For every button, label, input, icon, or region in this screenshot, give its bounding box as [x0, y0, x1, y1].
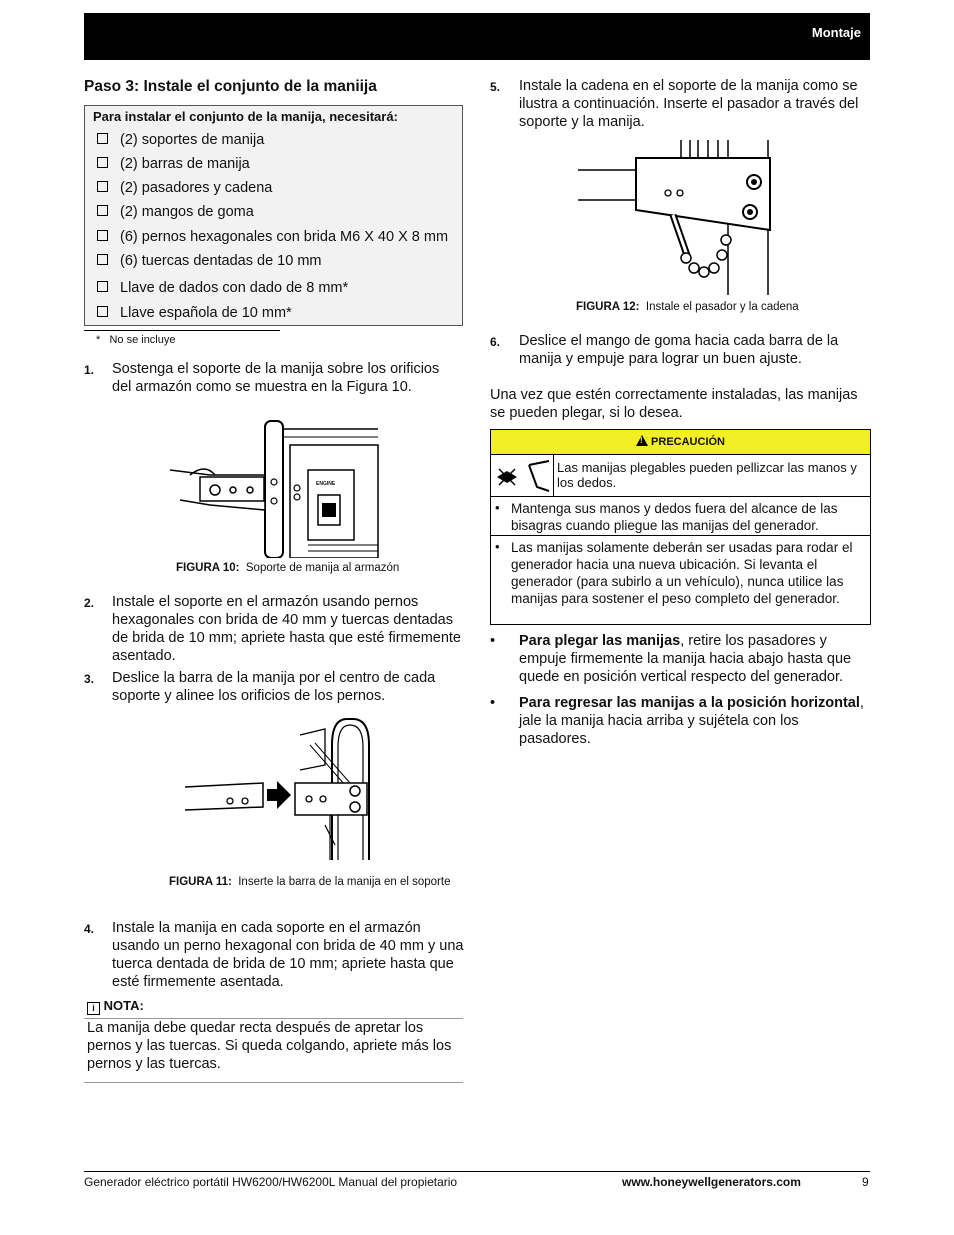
requirement-item: Llave de dados con dado de 8 mm* — [97, 280, 348, 296]
bullet-item: Para plegar las manijas, retire los pasadores y empuje firmemente la manija hacia abajo hasta que quede en posición vertical respecto del generador. — [519, 633, 852, 685]
note-text: La manija debe quedar recta después de apretar los pernos y las tuercas. Si queda colgando, apriete más los pernos y las tuercas. — [87, 1020, 452, 1072]
note-header: i NOTA: — [84, 998, 463, 1015]
note-box — [84, 998, 463, 1083]
requirement-item: (2) barras de manija — [97, 156, 250, 172]
checkbox-icon — [97, 181, 108, 192]
figure-10-illustration — [170, 415, 380, 558]
bullet-marker: • — [490, 633, 496, 649]
footer-divider — [84, 1171, 870, 1172]
step-title: Paso 3: Instale el conjunto de la maniija — [84, 78, 377, 95]
checkbox-icon — [97, 254, 108, 265]
requirement-item: (2) pasadores y cadena — [97, 180, 272, 196]
step-number: 3. — [84, 672, 95, 686]
info-icon: i — [87, 1002, 100, 1015]
figure-12-caption: FIGURA 12: Instale el pasador y la cadena — [576, 301, 799, 313]
figure-10-caption: FIGURA 10: Soporte de manija al armazón — [176, 562, 400, 574]
caution-row-3: Las manijas solamente deberán ser usadas para rodar el generador hacia una nueva ubicación. Si levanta el generador (para subirlo a un vehículo), nunca utilice las manijas para sostener el peso completo del generador. — [511, 540, 853, 606]
step-number: 1. — [84, 363, 95, 377]
footer-url[interactable]: www.honeywellgenerators.com — [622, 1175, 801, 1189]
after-install-text: Una vez que estén correctamente instaladas, las manijas se pueden plegar, si lo desea. — [490, 387, 858, 421]
header-bar — [84, 13, 870, 60]
requirement-item: (2) mangos de goma — [97, 204, 254, 220]
step-text: Instale el soporte en el armazón usando pernos hexagonales con brida de 40 mm y tuercas dentadas de brida de 10 mm; apriete hasta que esté firmemente asentado. — [112, 594, 461, 664]
checkbox-icon — [97, 281, 108, 292]
step-number: 4. — [84, 922, 95, 936]
checkbox-icon — [97, 133, 108, 144]
requirements-box — [84, 105, 463, 326]
requirement-item: (6) tuercas dentadas de 10 mm — [97, 253, 322, 269]
footer-title: Generador eléctrico portátil HW6200/HW6200L Manual del propietario — [84, 1175, 458, 1189]
warning-triangle-icon: ! — [636, 435, 648, 446]
bullet-item: Para regresar las manijas a la posición horizontal, jale la manija hacia arriba y sujétela con los pasadores. — [519, 695, 864, 747]
footnote: * No se incluye — [96, 334, 176, 346]
caution-box: ! PRECAUCIÓN Las manijas plegables pueden pellizcar las manos y los dedos. • Mantenga sus manos y dedos fuera del alcance de las bisagras cuando pliegue las manijas del generador. • Las manijas solamente deberán ser usadas para rodar el generador hacia una nueva ubicación. Si levanta el generador (para subirlo a un vehículo), nunca utilice las manijas para sostener el peso completo del generador. — [490, 429, 871, 625]
step-text: Instale la cadena en el soporte de la manija como se ilustra a continuación. Inserte el pasador a través del soporte y la manija. — [519, 78, 859, 130]
bullet-marker: • — [490, 695, 496, 711]
page-number: 9 — [862, 1175, 869, 1189]
step-text: Deslice la barra de la manija por el centro de cada soporte y alinee los orificios de los pernos. — [112, 670, 436, 704]
requirement-item: (6) pernos hexagonales con brida M6 X 40 X 8 mm — [97, 229, 448, 245]
figure-11-illustration — [185, 715, 375, 860]
caution-header: ! PRECAUCIÓN — [491, 430, 870, 455]
checkbox-icon — [97, 306, 108, 317]
requirements-title: Para instalar el conjunto de la manija, necesitará: — [93, 109, 398, 124]
caution-row-1: Las manijas plegables pueden pellizcar las manos y los dedos. — [557, 460, 857, 490]
requirement-item: (2) soportes de manija — [97, 132, 264, 148]
pinch-hazard-icon — [493, 459, 551, 493]
checkbox-icon — [97, 230, 108, 241]
step-text: Deslice el mango de goma hacia cada barra de la manija y empuje para lograr un buen ajuste. — [519, 333, 839, 367]
figure-11-caption: FIGURA 11: Inserte la barra de la manija en el soporte — [169, 876, 451, 888]
step-text: Sostenga el soporte de la manija sobre los orificios del armazón como se muestra en la Figura 10. — [112, 361, 440, 395]
checkbox-icon — [97, 157, 108, 168]
footnote-divider — [84, 330, 280, 331]
engine-label: ENGINE — [316, 481, 336, 487]
step-number: 2. — [84, 596, 95, 610]
checkbox-icon — [97, 205, 108, 216]
step-number: 5. — [490, 80, 501, 94]
caution-row-2: Mantenga sus manos y dedos fuera del alcance de las bisagras cuando pliegue las manijas del generador. — [511, 501, 838, 533]
figure-12-illustration — [578, 140, 778, 295]
section-title: Montaje — [811, 25, 861, 40]
step-number: 6. — [490, 335, 501, 349]
requirement-item: Llave española de 10 mm* — [97, 305, 292, 321]
step-text: Instale la manija en cada soporte en el armazón usando un perno hexagonal con brida de 40 mm y una tuerca dentada de brida de 10 mm; apriete hasta que esté firmemente asentada. — [112, 920, 464, 990]
